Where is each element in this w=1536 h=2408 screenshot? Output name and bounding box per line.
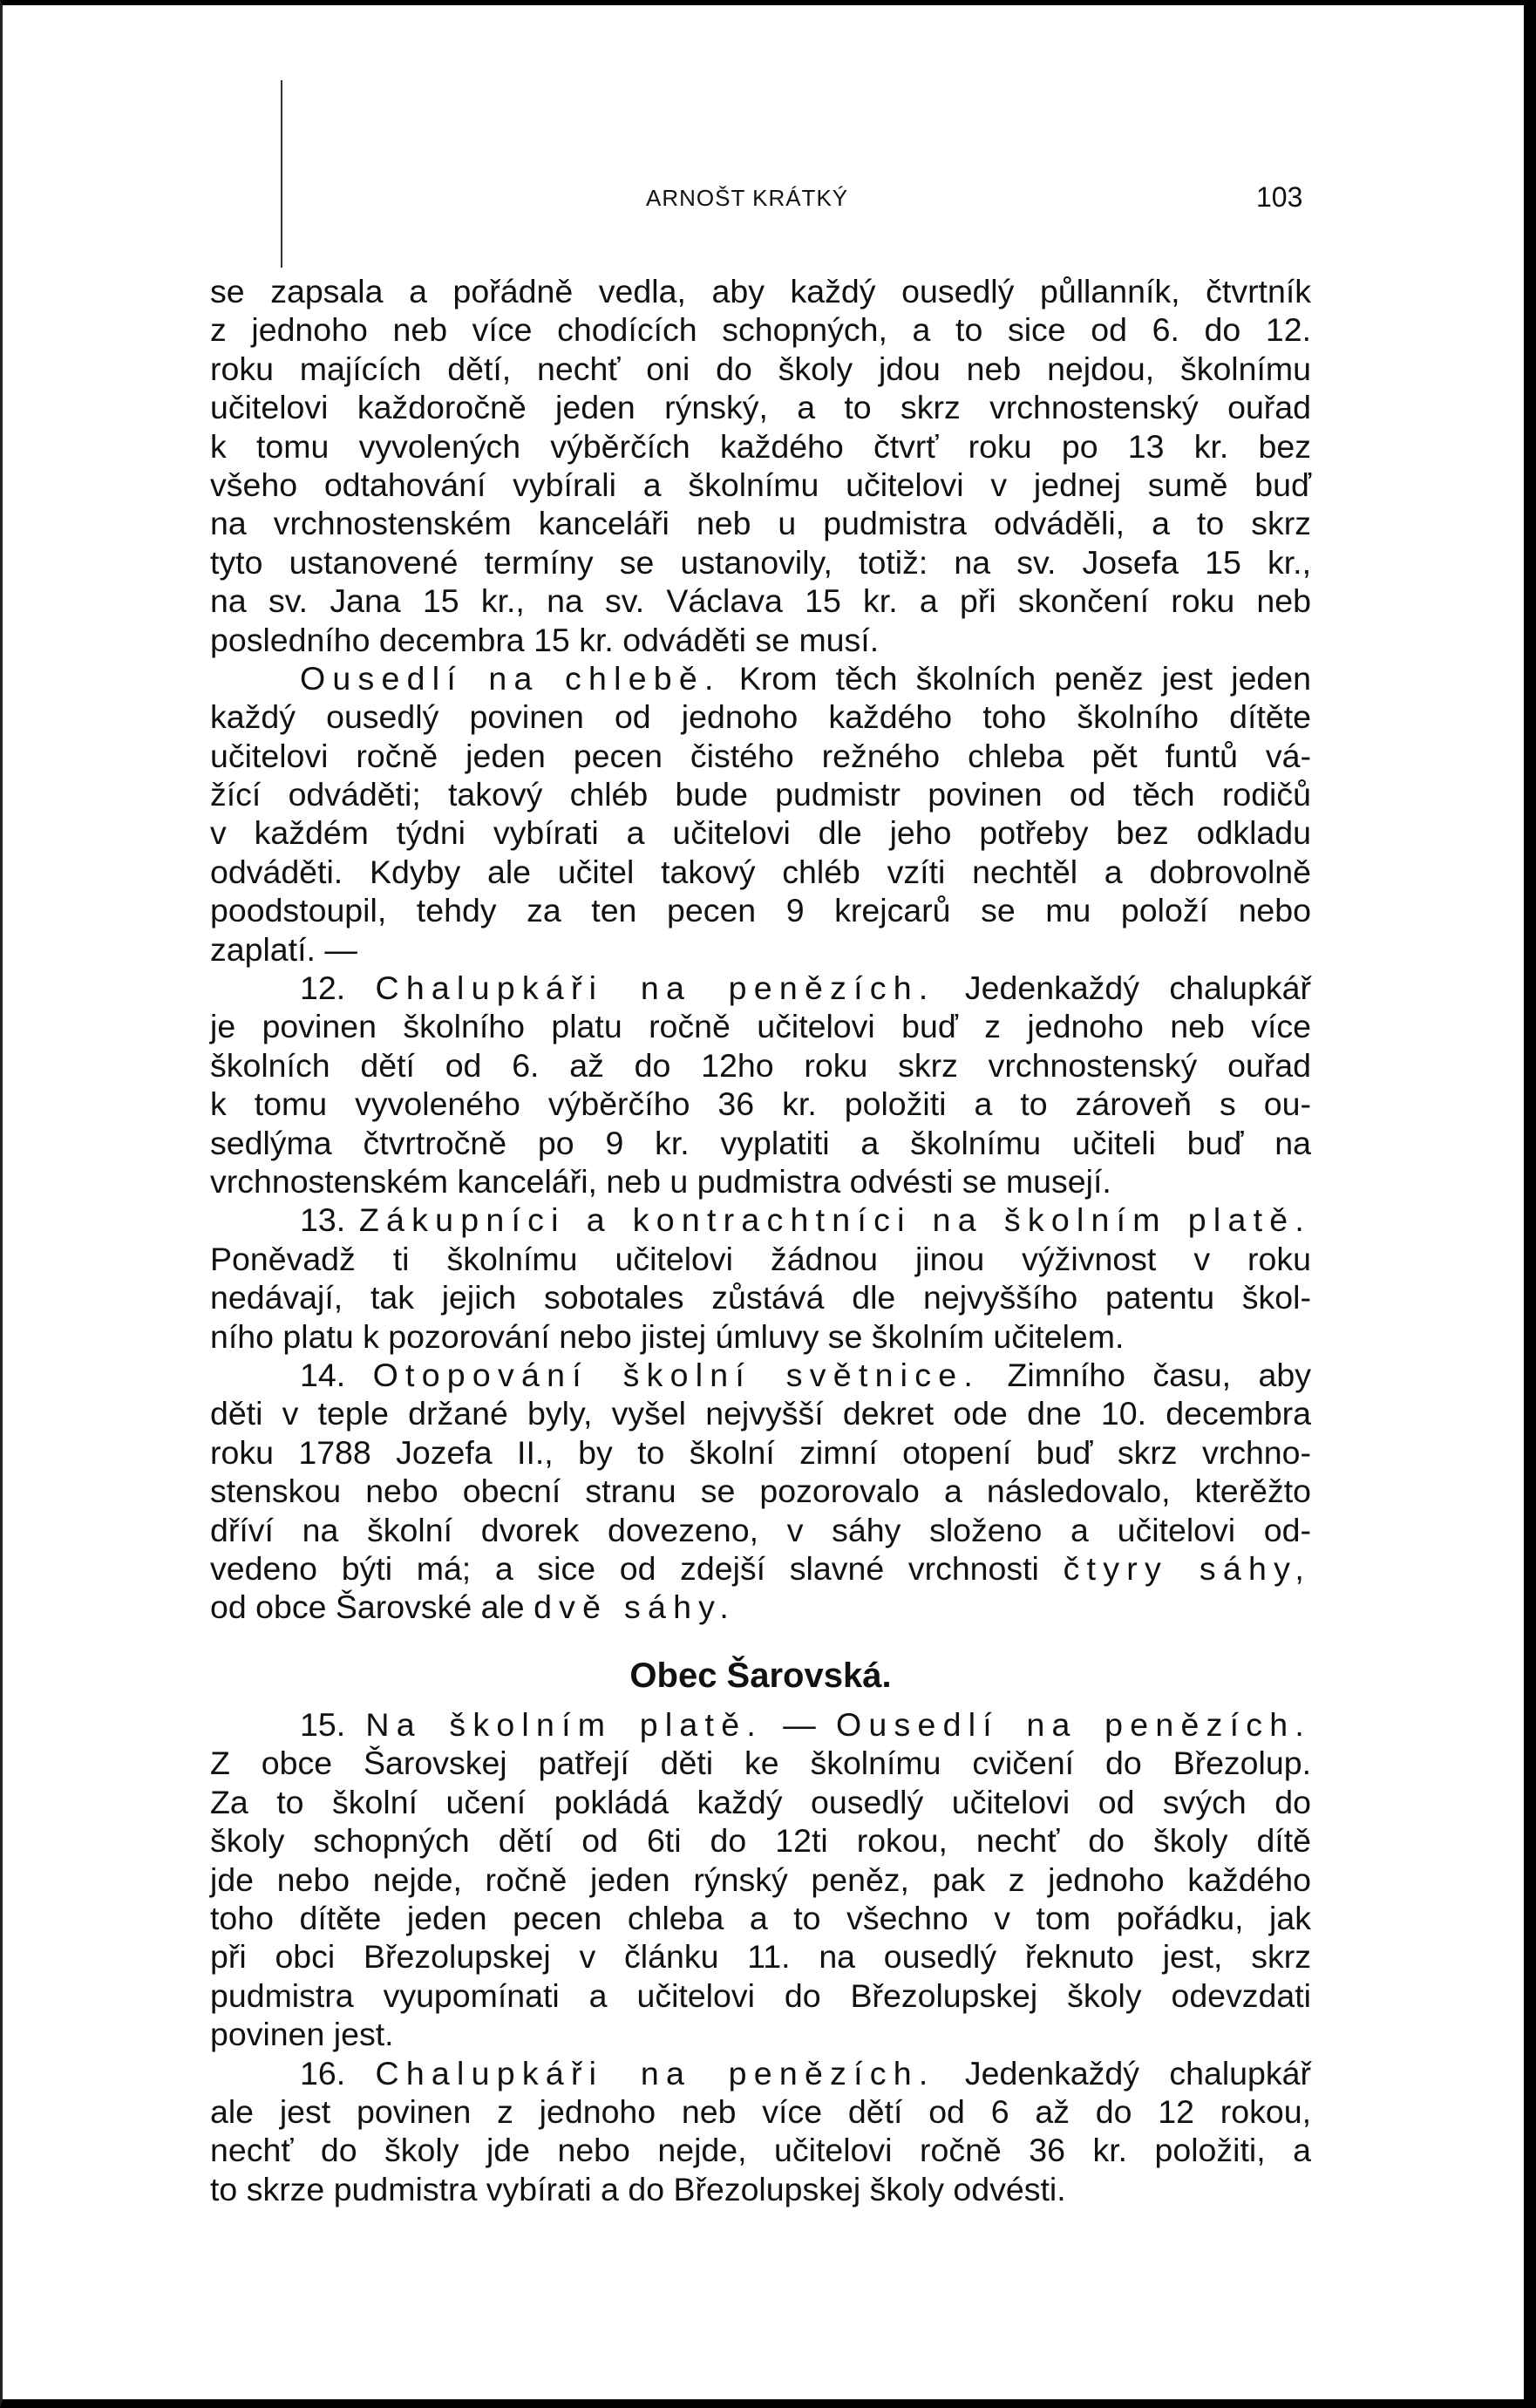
text-line: vrchnostenském kanceláři, neb u pudmistra odvésti se musejí. bbox=[210, 1162, 1111, 1200]
text-line: všeho odtahování vybírali a školnímu učitelovi v jednej sumě buď bbox=[210, 466, 1311, 503]
text-line: z jednoho neb více chodících schopných, a to sice od 6. do 12. bbox=[210, 311, 1311, 349]
paragraph-number: 13. bbox=[300, 1201, 346, 1239]
text-line: sedlýma čtvrtročně po 9 kr. vyplatiti a školnímu učiteli buď na bbox=[210, 1124, 1311, 1161]
paragraph-start bbox=[210, 1201, 1311, 1239]
text-line: na vrchnostenském kanceláři neb u pudmistra odváděli, a to skrz bbox=[210, 505, 1311, 542]
paragraph-start bbox=[210, 1705, 1311, 1744]
section-lead: Ousedlí na penězích. bbox=[835, 1706, 1312, 1744]
text-run: vedeno býti má; a sice od zdejší slavné vrchnosti bbox=[210, 1549, 1039, 1587]
text-line: Za to školní učení pokládá každý ousedlý učitelovi od svých do bbox=[210, 1783, 1311, 1820]
text-line: ního platu k pozorování nebo jistej úmluvy se školním učitelem. bbox=[210, 1317, 1125, 1355]
text-line bbox=[210, 1588, 1311, 1626]
section-lead: Otopování školní světnice. bbox=[372, 1356, 981, 1393]
text-line bbox=[210, 1549, 1311, 1588]
text-run: Jedenkaždý chalupkář bbox=[964, 2054, 1311, 2092]
text-line: povinen jest. bbox=[210, 2016, 394, 2053]
text-line: při obci Březolupskej v článku 11. na ousedlý řeknuto jest, skrz bbox=[210, 1938, 1311, 1976]
text-run: Krom těch školních peněz jest jeden bbox=[738, 659, 1312, 697]
text-line: roku 1788 Jozefa II., by to školní zimní otopení buď skrz vrchno- bbox=[210, 1433, 1311, 1471]
section-lead: Chalupkáři na penězích. bbox=[375, 2054, 935, 2092]
text-line: každý ousedlý povinen od jednoho každého toho školního dítěte bbox=[210, 698, 1311, 736]
paragraph-number: 14. bbox=[300, 1356, 346, 1393]
dash: — bbox=[783, 1706, 816, 1744]
text-line: dříví na školní dvorek dovezeno, v sáhy složeno a učitelovi od- bbox=[210, 1511, 1311, 1548]
text-line: zaplatí. — bbox=[210, 930, 357, 968]
text-line: pudmistra vyupomínati a učitelovi do Březolupskej školy odevzdati bbox=[210, 1976, 1311, 2014]
text-line: k tomu vyvolených výběrčích každého čtvrť roku po 13 kr. bez bbox=[210, 427, 1311, 465]
paragraph-start bbox=[210, 969, 1311, 1007]
text-line: toho dítěte jeden pecen chleba a to všechno v tom pořádku, jak bbox=[210, 1900, 1311, 1937]
section-lead: Zákupníci a kontrachtníci na školním platě. bbox=[358, 1201, 1312, 1239]
text-line: se zapsala a pořádně vedla, aby každý ousedlý půllanník, čtvrtník bbox=[210, 273, 1311, 310]
paragraph-number: 15. bbox=[300, 1706, 346, 1744]
text-run: Jedenkaždý chalupkář bbox=[964, 969, 1311, 1007]
paragraph-number: 12. bbox=[300, 969, 346, 1007]
section-lead: Ousedlí na chlebě. bbox=[300, 659, 721, 697]
text-line: je povinen školního platu ročně učitelovi buď z jednoho neb více bbox=[210, 1008, 1311, 1045]
text-line: v každém týdni vybírati a učitelovi dle jeho potřeby bez odkladu bbox=[210, 814, 1311, 852]
scan-artifact bbox=[281, 80, 282, 268]
text-line: učitelovi ročně jeden pecen čistého režného chleba pět funtů vá- bbox=[210, 737, 1311, 774]
text-line: poodstoupil, tehdy za ten pecen 9 krejcarů se mu položí nebo bbox=[210, 892, 1311, 929]
text-line: tyto ustanovené termíny se ustanovily, totiž: na sv. Josefa 15 kr., bbox=[210, 543, 1311, 581]
text-line: Poněvadž ti školnímu učitelovi žádnou jinou výživnost v roku bbox=[210, 1240, 1311, 1277]
text-line: k tomu vyvoleného výběrčího 36 kr. položiti a to zároveň s ou- bbox=[210, 1085, 1311, 1123]
paragraph-number: 16. bbox=[300, 2054, 346, 2092]
text-line: učitelovi každoročně jeden rýnský, a to skrz vrchnostenský ouřad bbox=[210, 389, 1311, 426]
paragraph-start bbox=[210, 659, 1311, 697]
emphasis: dvě sáhy. bbox=[534, 1588, 737, 1626]
text-line: jde nebo nejde, ročně jeden rýnský peněz, pak z jednoho každého bbox=[210, 1860, 1311, 1898]
text-line: děti v teple držané byly, vyšel nejvyšší dekret ode dne 10. decembra bbox=[210, 1395, 1311, 1432]
text-line: na sv. Jana 15 kr., na sv. Václava 15 kr. a při skončení roku neb bbox=[210, 582, 1311, 620]
text-line: stenskou nebo obecní stranu se pozorovalo a následovalo, kterěžto bbox=[210, 1473, 1311, 1510]
paragraph-start bbox=[210, 2054, 1311, 2092]
text-line: žící odváděti; takový chléb bude pudmistr povinen od těch rodičů bbox=[210, 776, 1311, 813]
text-line: roku majících dětí, nechť oni do školy jdou neb nejdou, školnímu bbox=[210, 350, 1311, 387]
page-header bbox=[0, 181, 1536, 216]
text-line: školních dětí od 6. až do 12ho roku skrz vrchnostenský ouřad bbox=[210, 1046, 1311, 1084]
paragraph-start bbox=[210, 1356, 1311, 1394]
running-head: ARNOŠT KRÁTKÝ bbox=[646, 185, 849, 211]
section-lead: Na školním platě. bbox=[365, 1706, 763, 1744]
section-lead: Chalupkáři na penězích. bbox=[375, 969, 935, 1007]
page-number: 103 bbox=[1256, 181, 1303, 213]
text-line: školy schopných dětí od 6ti do 12ti rokou, nechť do školy dítě bbox=[210, 1822, 1311, 1860]
text-run: Zimního času, aby bbox=[1007, 1356, 1311, 1393]
text-line: odváděti. Kdyby ale učitel takový chléb vzíti nechtěl a dobrovolně bbox=[210, 853, 1311, 890]
text-line: posledního decembra 15 kr. odváděti se musí. bbox=[210, 621, 880, 658]
text-line: ale jest povinen z jednoho neb více dětí od 6 až do 12 rokou, bbox=[210, 2092, 1311, 2130]
emphasis: čtyry sáhy, bbox=[1063, 1549, 1311, 1587]
section-heading: Obec Šarovská. bbox=[629, 1656, 892, 1695]
text-line: Z obce Šarovskej patřejí děti ke školnímu cvičení do Březolup. bbox=[210, 1745, 1311, 1782]
text-run: od obce Šarovské ale bbox=[210, 1588, 525, 1626]
text-line: nechť do školy jde nebo nejde, učitelovi ročně 36 kr. položiti, a bbox=[210, 2132, 1311, 2169]
body-text bbox=[210, 272, 1311, 2208]
text-line: nedávají, tak jejich sobotales zůstává dle nejvyššího patentu škol- bbox=[210, 1279, 1311, 1316]
text-line: to skrze pudmistra vybírati a do Březolupskej školy odvésti. bbox=[210, 2170, 1066, 2207]
